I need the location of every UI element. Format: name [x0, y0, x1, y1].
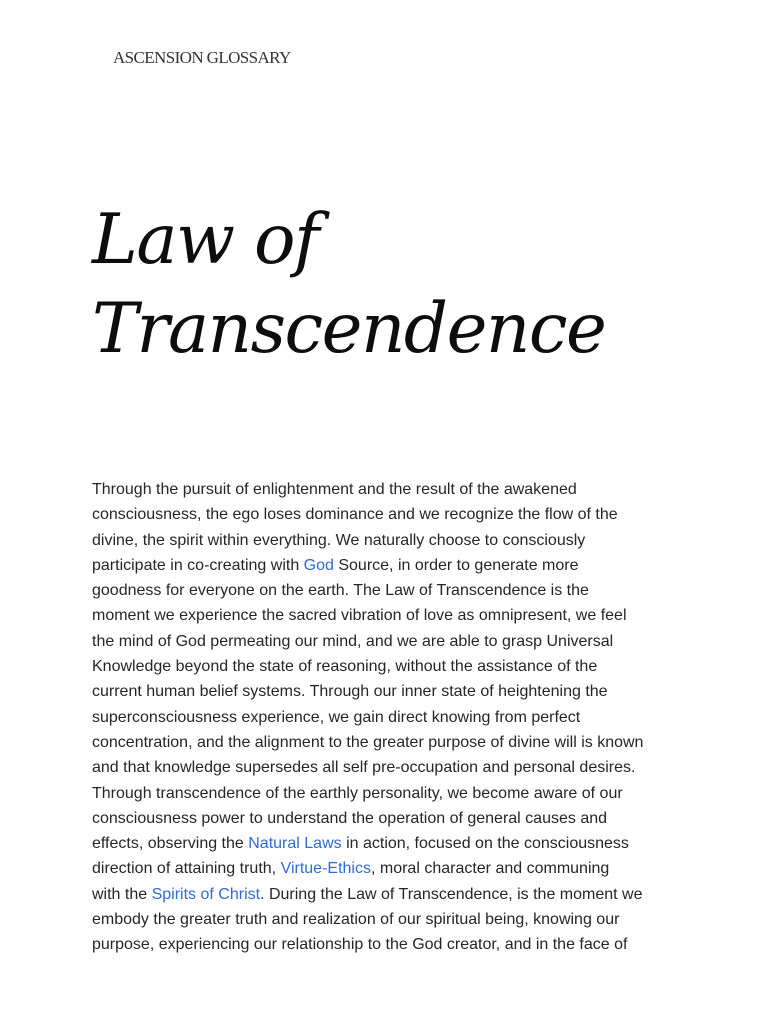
body-line: concentration, and the alignment to the greater purpose of divine will is known — [92, 733, 644, 751]
body-line: purpose, experiencing our relationship to the God creator, and in the face of — [92, 936, 628, 954]
body-text: participate in co-creating with — [92, 556, 304, 574]
page-title-line-2: Transcendence — [92, 289, 606, 369]
body-line: current human belief systems. Through our inner state of heightening the — [92, 683, 608, 701]
body-text: direction of attaining truth, — [92, 860, 281, 878]
body-line: Through transcendence of the earthly personality, we become aware of our — [92, 784, 623, 802]
body-text: in action, focused on the consciousness — [341, 835, 629, 853]
page-title — [92, 196, 712, 374]
body-text: with the — [92, 885, 152, 903]
body-line: Knowledge beyond the state of reasoning, without the assistance of the — [92, 658, 598, 676]
link-god[interactable]: God — [303, 556, 334, 574]
body-line: goodness for everyone on the earth. The Law of Transcendence is the — [92, 582, 589, 600]
body-line — [92, 553, 692, 578]
body-text: effects, observing the — [92, 835, 249, 853]
body-line: Through the pursuit of enlightenment and the result of the awakened — [92, 481, 577, 498]
body-line: consciousness power to understand the operation of general causes and — [92, 809, 608, 827]
body-line: and that knowledge supersedes all self pre-occupation and personal desires. — [92, 759, 636, 777]
link-natural-laws[interactable]: Natural Laws — [248, 835, 342, 853]
body-text: . During the Law of Transcendence, is the moment we — [260, 885, 643, 903]
site-title-link[interactable]: ASCENSION GLOSSARY — [113, 48, 291, 67]
body-line: divine, the spirit within everything. We naturally choose to consciously — [92, 531, 586, 549]
body-line — [92, 882, 692, 907]
body-line: the mind of God permeating our mind, and we are able to grasp Universal — [92, 632, 614, 650]
link-virtue-ethics[interactable]: Virtue-Ethics — [280, 860, 371, 878]
article-body — [92, 477, 692, 958]
body-line — [92, 856, 692, 881]
body-line — [92, 831, 692, 856]
page-title-line-1: Law of — [92, 200, 319, 280]
body-text: , moral character and communing — [370, 860, 610, 878]
body-line: consciousness, the ego loses dominance and we recognize the flow of the — [92, 506, 618, 524]
body-text: Source, in order to generate more — [333, 556, 579, 574]
body-line: embody the greater truth and realization of our spiritual being, knowing our — [92, 911, 620, 929]
body-line: superconsciousness experience, we gain direct knowing from perfect — [92, 708, 581, 726]
link-spirits-of-christ[interactable]: Spirits of Christ — [151, 885, 261, 903]
body-line: moment we experience the sacred vibration of love as omnipresent, we feel — [92, 607, 627, 625]
